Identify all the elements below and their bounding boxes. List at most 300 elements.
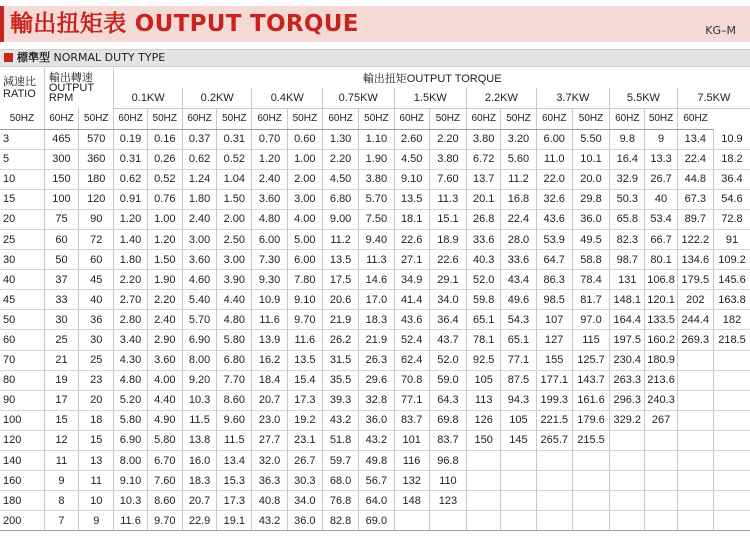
torque-cell (572, 471, 609, 491)
torque-cell: 3.60 (252, 189, 287, 209)
rpm-cell: 9 (79, 511, 114, 531)
hz50-header: 50HZ (501, 108, 536, 129)
torque-cell: 28.0 (501, 229, 536, 249)
torque-cell: 263.3 (610, 370, 645, 390)
rpm-cell: 60 (79, 250, 114, 270)
torque-cell: 13.7 (467, 169, 501, 189)
rpm-cell: 11 (79, 471, 114, 491)
torque-cell: 18.3 (182, 471, 216, 491)
torque-cell: 16.0 (182, 451, 216, 471)
torque-cell: 122.2 (677, 229, 713, 249)
red-square-icon (4, 53, 13, 62)
torque-cell: 50.3 (610, 189, 645, 209)
rpm-cell: 25 (79, 350, 114, 370)
torque-cell: 296.3 (610, 390, 645, 410)
torque-cell (677, 370, 713, 390)
torque-cell: 17.3 (217, 491, 252, 511)
torque-cell: 91 (713, 229, 750, 249)
power-header: 7.5KW (677, 88, 750, 108)
torque-cell: 30.3 (287, 471, 322, 491)
torque-cell (536, 491, 572, 511)
torque-cell: 101 (394, 430, 429, 450)
torque-cell: 0.52 (217, 149, 252, 169)
rpm-cell: 13 (79, 451, 114, 471)
torque-cell: 13.4 (217, 451, 252, 471)
hz50-header: 50HZ (429, 108, 466, 129)
torque-cell: 78.4 (572, 270, 609, 290)
torque-cell: 213.6 (645, 370, 677, 390)
power-header: 0.75KW (322, 88, 394, 108)
torque-cell (645, 491, 677, 511)
rpm-cell: 40 (79, 290, 114, 310)
torque-cell (610, 511, 645, 531)
torque-cell: 87.5 (501, 370, 536, 390)
torque-cell (610, 471, 645, 491)
torque-cell: 35.5 (322, 370, 358, 390)
torque-cell: 9 (645, 129, 677, 149)
torque-cell: 107 (536, 310, 572, 330)
torque-cell (467, 511, 501, 531)
torque-cell: 26.7 (287, 451, 322, 471)
torque-cell: 1.20 (147, 229, 182, 249)
torque-cell: 110 (429, 471, 466, 491)
table-row (0, 350, 750, 370)
torque-cell: 16.4 (610, 149, 645, 169)
torque-cell (713, 390, 750, 410)
torque-cell: 52.4 (394, 330, 429, 350)
ratio-cell: 30 (0, 250, 44, 270)
torque-cell: 0.76 (147, 189, 182, 209)
torque-cell (572, 451, 609, 471)
torque-cell: 34.0 (429, 290, 466, 310)
torque-cell (713, 511, 750, 531)
table-row (0, 430, 750, 450)
torque-cell: 13.5 (322, 250, 358, 270)
torque-cell: 16.2 (252, 350, 287, 370)
torque-cell: 43.6 (536, 209, 572, 229)
torque-cell: 89.7 (677, 209, 713, 229)
torque-cell: 26.2 (322, 330, 358, 350)
torque-cell: 70.8 (394, 370, 429, 390)
ratio-cell: 200 (0, 511, 44, 531)
ratio-cell: 20 (0, 209, 44, 229)
torque-cell: 5.20 (114, 390, 147, 410)
torque-cell: 6.70 (147, 451, 182, 471)
torque-cell: 40.8 (252, 491, 287, 511)
torque-cell: 1.90 (359, 149, 394, 169)
hz60-header: 60HZ (322, 108, 358, 129)
ratio-cell: 40 (0, 270, 44, 290)
torque-cell: 1.24 (182, 169, 216, 189)
torque-cell: 5.70 (182, 310, 216, 330)
ratio-cell: 45 (0, 290, 44, 310)
torque-cell (677, 451, 713, 471)
ratio-cell: 5 (0, 149, 44, 169)
torque-cell: 13.5 (394, 189, 429, 209)
model-code: KG–M (705, 24, 736, 37)
torque-cell: 64.3 (429, 390, 466, 410)
torque-cell: 98.5 (536, 290, 572, 310)
torque-cell: 116 (394, 451, 429, 471)
torque-cell: 0.31 (217, 129, 252, 149)
torque-cell: 43.2 (322, 410, 358, 430)
torque-cell: 3.90 (217, 270, 252, 290)
table-row (0, 471, 750, 491)
torque-cell: 5.40 (182, 290, 216, 310)
torque-cell: 1.30 (322, 129, 358, 149)
rpm-cell: 37 (44, 270, 78, 290)
power-header: 5.5KW (610, 88, 678, 108)
torque-cell: 43.7 (429, 330, 466, 350)
torque-cell (713, 350, 750, 370)
duty-type-en: NORMAL DUTY TYPE (53, 51, 166, 64)
torque-cell: 1.00 (287, 149, 322, 169)
hz60-header: 60HZ (252, 108, 287, 129)
torque-cell: 127 (536, 330, 572, 350)
torque-cell: 19.1 (217, 511, 252, 531)
torque-cell: 33.6 (501, 250, 536, 270)
title-accent-stripe (0, 6, 4, 42)
torque-cell: 17.0 (359, 290, 394, 310)
header-row-1 (0, 68, 750, 88)
ratio-label-zh: 減速比 (3, 76, 36, 88)
torque-cell: 15.3 (217, 471, 252, 491)
torque-cell: 26.8 (467, 209, 501, 229)
torque-cell: 29.8 (572, 189, 609, 209)
torque-cell: 16.8 (501, 189, 536, 209)
rpm-cell: 360 (79, 149, 114, 169)
table-row (0, 169, 750, 189)
torque-cell: 66.7 (645, 229, 677, 249)
ratio-cell: 100 (0, 410, 44, 430)
torque-cell: 6.80 (322, 189, 358, 209)
rpm-cell: 8 (44, 491, 78, 511)
torque-cell: 86.3 (536, 270, 572, 290)
torque-cell: 11.5 (182, 410, 216, 430)
torque-cell (572, 511, 609, 531)
torque-cell: 98.7 (610, 250, 645, 270)
torque-cell: 4.50 (322, 169, 358, 189)
torque-cell: 4.00 (287, 209, 322, 229)
torque-cell: 49.8 (359, 451, 394, 471)
torque-cell: 10.3 (182, 390, 216, 410)
table-row (0, 511, 750, 531)
rpm-cell: 36 (79, 310, 114, 330)
torque-cell: 32.6 (536, 189, 572, 209)
torque-cell: 1.04 (217, 169, 252, 189)
torque-cell: 4.40 (147, 390, 182, 410)
torque-cell: 3.20 (501, 129, 536, 149)
torque-cell: 13.3 (645, 149, 677, 169)
torque-cell: 6.90 (114, 430, 147, 450)
torque-cell: 26.3 (359, 350, 394, 370)
torque-cell: 148 (394, 491, 429, 511)
torque-cell: 7.30 (252, 250, 287, 270)
ratio-cell: 50 (0, 310, 44, 330)
torque-cell: 8.60 (217, 390, 252, 410)
torque-cell: 329.2 (610, 410, 645, 430)
torque-cell: 3.00 (217, 250, 252, 270)
torque-cell: 2.40 (147, 310, 182, 330)
table-row (0, 129, 750, 149)
torque-cell: 6.00 (536, 129, 572, 149)
torque-cell: 9.10 (114, 471, 147, 491)
table-row (0, 330, 750, 350)
torque-cell: 3.60 (182, 250, 216, 270)
rpm-cell: 20 (79, 390, 114, 410)
torque-cell (713, 430, 750, 450)
power-header: 1.5KW (394, 88, 467, 108)
torque-cell: 7.80 (287, 270, 322, 290)
torque-cell: 20.6 (322, 290, 358, 310)
torque-cell: 68.0 (322, 471, 358, 491)
rpm-cell: 465 (44, 129, 78, 149)
title-bar (0, 6, 750, 42)
torque-cell: 8.60 (147, 491, 182, 511)
torque-cell (713, 491, 750, 511)
torque-cell: 36.3 (252, 471, 287, 491)
torque-cell: 7.70 (217, 370, 252, 390)
torque-cell: 2.20 (147, 290, 182, 310)
output-torque-header: 輸出扭矩OUTPUT TORQUE (114, 68, 750, 88)
torque-cell: 67.3 (677, 189, 713, 209)
torque-cell: 3.00 (182, 229, 216, 249)
hz60-header: 60HZ (394, 108, 429, 129)
torque-cell: 7.60 (147, 471, 182, 491)
torque-cell: 7.50 (359, 209, 394, 229)
rpm-cell: 75 (44, 209, 78, 229)
torque-cell: 0.60 (287, 129, 322, 149)
torque-cell: 4.50 (394, 149, 429, 169)
torque-cell: 2.20 (429, 129, 466, 149)
torque-cell (467, 471, 501, 491)
torque-cell: 94.3 (501, 390, 536, 410)
rpm-cell: 180 (79, 169, 114, 189)
torque-cell: 143.7 (572, 370, 609, 390)
torque-cell (677, 471, 713, 491)
torque-cell: 2.60 (394, 129, 429, 149)
torque-cell: 5.00 (287, 229, 322, 249)
torque-cell: 3.40 (114, 330, 147, 350)
torque-cell (645, 430, 677, 450)
torque-cell: 10.9 (252, 290, 287, 310)
torque-cell: 59.0 (429, 370, 466, 390)
torque-cell: 18.3 (359, 310, 394, 330)
torque-cell: 5.80 (114, 410, 147, 430)
torque-cell: 15.4 (287, 370, 322, 390)
torque-cell (713, 410, 750, 430)
torque-cell: 7.60 (429, 169, 466, 189)
torque-cell: 2.00 (287, 169, 322, 189)
torque-cell: 11.2 (322, 229, 358, 249)
rpm-cell: 30 (79, 330, 114, 350)
rpm-cell: 7 (44, 511, 78, 531)
torque-cell: 182 (713, 310, 750, 330)
torque-cell: 1.50 (147, 250, 182, 270)
table-row (0, 390, 750, 410)
torque-cell: 83.7 (394, 410, 429, 430)
torque-cell: 11.6 (114, 511, 147, 531)
rpm-cell: 12 (44, 430, 78, 450)
table-row (0, 209, 750, 229)
torque-cell: 18.1 (394, 209, 429, 229)
torque-cell: 4.60 (182, 270, 216, 290)
rpm-cell: 15 (79, 430, 114, 450)
torque-cell (677, 511, 713, 531)
torque-cell: 155 (536, 350, 572, 370)
torque-cell: 81.7 (572, 290, 609, 310)
torque-cell (677, 350, 713, 370)
torque-cell: 19.2 (287, 410, 322, 430)
torque-cell: 22.0 (536, 169, 572, 189)
torque-cell: 40 (645, 189, 677, 209)
torque-cell: 17.5 (322, 270, 358, 290)
torque-cell: 4.30 (114, 350, 147, 370)
torque-cell (645, 471, 677, 491)
table-row (0, 290, 750, 310)
torque-cell: 145.6 (713, 270, 750, 290)
torque-cell: 64.7 (536, 250, 572, 270)
torque-cell: 3.80 (359, 169, 394, 189)
torque-cell: 5.50 (572, 129, 609, 149)
hz60-header: 60HZ (182, 108, 216, 129)
ratio-cell: 140 (0, 451, 44, 471)
torque-cell: 265.7 (536, 430, 572, 450)
torque-cell: 64.0 (359, 491, 394, 511)
torque-cell: 180.9 (645, 350, 677, 370)
torque-cell: 215.5 (572, 430, 609, 450)
torque-cell: 115 (572, 330, 609, 350)
rpm-cell: 60 (44, 229, 78, 249)
torque-cell: 5.70 (359, 189, 394, 209)
torque-cell: 2.20 (322, 149, 358, 169)
torque-cell: 34.9 (394, 270, 429, 290)
torque-cell: 27.1 (394, 250, 429, 270)
table-row (0, 491, 750, 511)
torque-cell (501, 491, 536, 511)
torque-cell: 20.7 (182, 491, 216, 511)
torque-cell: 36.4 (429, 310, 466, 330)
torque-cell: 218.5 (713, 330, 750, 350)
torque-cell: 179.6 (572, 410, 609, 430)
torque-cell: 161.6 (572, 390, 609, 410)
torque-cell: 69.0 (359, 511, 394, 531)
table-row (0, 229, 750, 249)
torque-cell: 15.1 (429, 209, 466, 229)
torque-cell: 11.5 (217, 430, 252, 450)
torque-cell: 6.00 (252, 229, 287, 249)
hz60-header: 60HZ (44, 108, 78, 129)
power-header: 2.2KW (467, 88, 537, 108)
torque-cell (610, 430, 645, 450)
torque-cell: 54.3 (501, 310, 536, 330)
torque-cell (645, 511, 677, 531)
torque-cell: 1.20 (252, 149, 287, 169)
torque-cell: 22.6 (429, 250, 466, 270)
hz60-header: 60HZ (467, 108, 501, 129)
frequency-header-row (0, 108, 750, 129)
torque-cell: 179.5 (677, 270, 713, 290)
torque-cell: 18.4 (252, 370, 287, 390)
torque-cell: 4.40 (217, 290, 252, 310)
torque-cell: 123 (429, 491, 466, 511)
torque-cell: 36.4 (713, 169, 750, 189)
torque-cell: 22.4 (501, 209, 536, 229)
torque-cell: 6.80 (217, 350, 252, 370)
table-row (0, 410, 750, 430)
torque-cell: 2.80 (114, 310, 147, 330)
torque-cell: 1.50 (217, 189, 252, 209)
torque-cell: 40.3 (467, 250, 501, 270)
speed-label-en1: OUTPUT (48, 82, 95, 94)
hz60-header: 60HZ (677, 108, 713, 129)
rpm-cell: 90 (79, 209, 114, 229)
torque-cell (394, 511, 429, 531)
torque-cell (536, 471, 572, 491)
torque-cell: 82.8 (322, 511, 358, 531)
torque-cell (677, 390, 713, 410)
hz50-header: 50HZ (359, 108, 394, 129)
hz50-header: 50HZ (287, 108, 322, 129)
torque-cell: 18.2 (713, 149, 750, 169)
rpm-cell: 570 (79, 129, 114, 149)
torque-cell: 22.4 (677, 149, 713, 169)
torque-cell: 2.20 (114, 270, 147, 290)
torque-cell: 9.40 (359, 229, 394, 249)
torque-cell: 49.6 (501, 290, 536, 310)
torque-cell: 9.00 (322, 209, 358, 229)
torque-cell (501, 511, 536, 531)
torque-cell (572, 491, 609, 511)
torque-cell: 22.6 (394, 229, 429, 249)
torque-cell: 6.72 (467, 149, 501, 169)
torque-cell: 4.80 (217, 310, 252, 330)
torque-cell: 21.9 (322, 310, 358, 330)
torque-cell: 33.6 (467, 229, 501, 249)
ratio-cell: 70 (0, 350, 44, 370)
hz50-header: 50HZ (0, 108, 44, 129)
torque-cell: 9.60 (217, 410, 252, 430)
torque-cell: 113 (467, 390, 501, 410)
torque-cell: 0.52 (147, 169, 182, 189)
torque-cell: 4.00 (147, 370, 182, 390)
torque-cell: 0.26 (147, 149, 182, 169)
torque-cell (713, 471, 750, 491)
power-header: 0.4KW (252, 88, 323, 108)
torque-table-body (0, 129, 750, 531)
torque-cell: 11.2 (501, 169, 536, 189)
rpm-cell: 18 (79, 410, 114, 430)
ratio-cell: 15 (0, 189, 44, 209)
ratio-cell: 160 (0, 471, 44, 491)
torque-cell: 44.8 (677, 169, 713, 189)
hz60-header: 60HZ (610, 108, 645, 129)
torque-cell: 13.4 (677, 129, 713, 149)
table-row (0, 189, 750, 209)
hz60-header: 60HZ (114, 108, 147, 129)
torque-cell (677, 410, 713, 430)
torque-cell: 2.70 (114, 290, 147, 310)
torque-cell: 43.2 (359, 430, 394, 450)
torque-cell: 1.00 (147, 209, 182, 229)
torque-cell: 36.0 (287, 511, 322, 531)
torque-cell: 82.3 (610, 229, 645, 249)
table-row (0, 451, 750, 471)
power-header: 3.7KW (536, 88, 610, 108)
torque-cell: 105 (467, 370, 501, 390)
torque-cell (536, 511, 572, 531)
ratio-cell: 3 (0, 129, 44, 149)
